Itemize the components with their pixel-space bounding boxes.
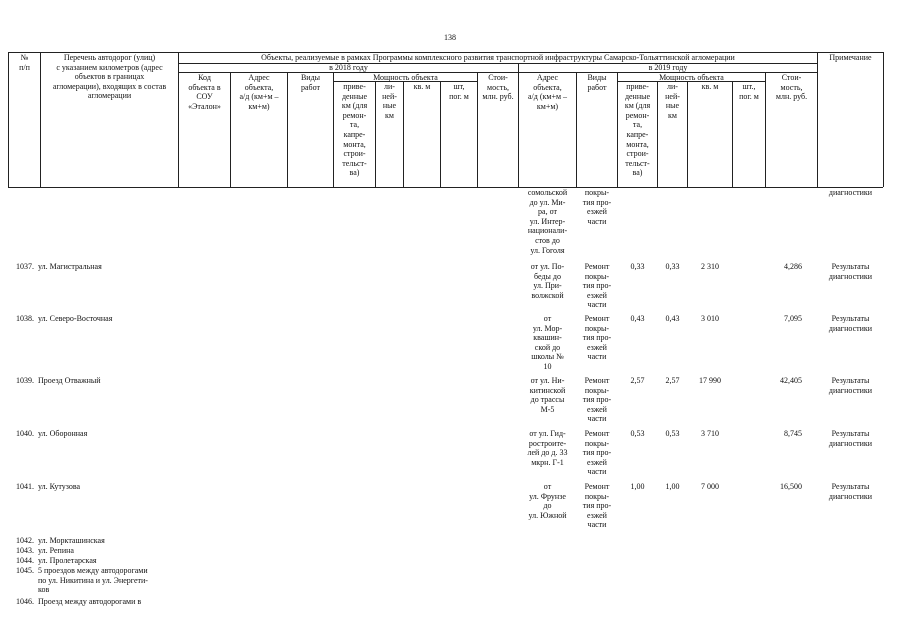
reduced-km: 2,57 [630,376,645,385]
continuation-address: сомольской до ул. Ми- ра, от ул. Интер- национали- стов до ул. Гоголя [527,188,568,255]
road-name: ул. Репина [38,546,74,555]
continuation-works: покры- тия про- езжей части [582,188,612,226]
header-pcs-2019: шт., пог. м [739,82,759,101]
header-notes: Примечание [829,53,872,62]
note: Результаты диагностики [828,314,873,333]
row-number: 1045. [16,566,34,575]
reduced-km: 0,53 [630,429,645,438]
work-type: Ремонт покры- тия про- езжей части [582,314,612,362]
reduced-km: 0,43 [630,314,645,323]
road-name: ул. Моркташинская [38,536,105,545]
note: Результаты диагностики [828,376,873,395]
header-cost-2018: Стои- мость, млн. руб. [482,73,514,102]
road-name: ул. Кутузова [38,482,81,491]
header-address-2018: Адрес объекта, а/д (км+м – км+м) [239,73,279,111]
work-type: Ремонт покры- тия про- езжей части [582,482,612,530]
row-number: 1044. [16,556,34,565]
object-address: от ул. По- беды до ул. При- волжской [530,262,565,300]
cost: 42,405 [780,376,802,385]
linear-km: 2,57 [665,376,680,385]
reduced-km: 1,00 [630,482,645,491]
row-number: 1042. [16,536,34,545]
header-linear-km-2018: ли- ней- ные км [382,82,397,120]
road-name: Проезд между автодорогами в [38,597,142,606]
road-name: ул. Пролетарская [38,556,97,565]
road-name: Проезд Отважный [38,376,101,385]
row-number: 1043. [16,546,34,555]
row-number: 1039. [16,376,34,385]
object-address: от ул. Мор- квашин- ской до школы № 10 [531,314,564,371]
row-number: 1046. [16,597,34,606]
header-linear-km-2019: ли- ней- ные км [665,82,680,120]
note: Результаты диагностики [828,482,873,501]
header-reduced-km-2018: приве- денные км (для ремон- та, капре- монта, строи- тельст- ва) [341,82,368,178]
linear-km: 0,43 [665,314,680,323]
linear-km: 0,53 [665,429,680,438]
cost: 16,500 [780,482,802,491]
row-number: 1038. [16,314,34,323]
area-sqm: 3 010 [701,314,719,323]
header-sqm-2019: кв. м [701,82,719,91]
area-sqm: 3 710 [701,429,719,438]
header-code: Код объекта в СОУ «Эталон» [188,73,221,111]
cost: 8,745 [784,429,802,438]
cost: 4,286 [784,262,802,271]
cost: 7,095 [784,314,802,323]
area-sqm: 17 990 [699,376,721,385]
road-name: ул. Оборонная [38,429,88,438]
page-number: 138 [444,33,456,42]
linear-km: 1,00 [665,482,680,491]
road-name: ул. Магистральная [38,262,102,271]
note: Результаты диагностики [828,429,873,448]
row-number: 1040. [16,429,34,438]
header-pcs-2018: шт, пог. м [449,82,469,101]
header-works-2018: Виды работ [300,73,321,92]
work-type: Ремонт покры- тия про- езжей части [582,376,612,424]
work-type: Ремонт покры- тия про- езжей части [582,262,612,310]
linear-km: 0,33 [665,262,680,271]
header-road-list: Перечень автодорог (улиц) с указанием километров (адрес объектов в границах агломерации), входящих в состав агломерации [52,53,167,101]
header-year-2018: в 2018 году [329,63,368,72]
road-name: ул. Северо-Восточная [38,314,113,323]
row-number: 1037. [16,262,34,271]
header-sqm-2018: кв. м [413,82,431,91]
row-number: 1041. [16,482,34,491]
header-num: № п/п [19,53,30,72]
note: Результаты диагностики [828,262,873,281]
object-address: от ул. Фрунзе до ул. Южной [528,482,567,520]
header-address-2019: Адрес объекта, а/д (км+м – км+м) [527,73,568,111]
reduced-km: 0,33 [630,262,645,271]
header-power-2019: Мощность объекта [659,73,724,82]
road-name: 5 проездов между автодорогами по ул. Никитина и ул. Энергети- ков [38,566,148,595]
area-sqm: 7 000 [701,482,719,491]
header-power-2018: Мощность объекта [373,73,438,82]
header-works-2019: Виды работ [587,73,607,92]
header-reduced-km-2019: приве- денные км (для ремон- та, капре- монта, строи- тельст- ва) [624,82,651,178]
header-objects: Объекты, реализуемые в рамках Программы комплексного развития транспортной инфраструктуры Самарско-Тольяттинской агломерации [261,53,735,62]
header-cost-2019: Стои- мость, млн. руб. [775,73,808,102]
header-year-2019: в 2019 году [648,63,688,72]
object-address: от ул. Ни- китинской до трассы М-5 [529,376,566,414]
object-address: от ул. Гид- ростроите- лей до д. 33 мкрн. Г-1 [527,429,568,467]
work-type: Ремонт покры- тия про- езжей части [582,429,612,477]
area-sqm: 2 310 [701,262,719,271]
continuation-note: диагностики [828,188,873,197]
